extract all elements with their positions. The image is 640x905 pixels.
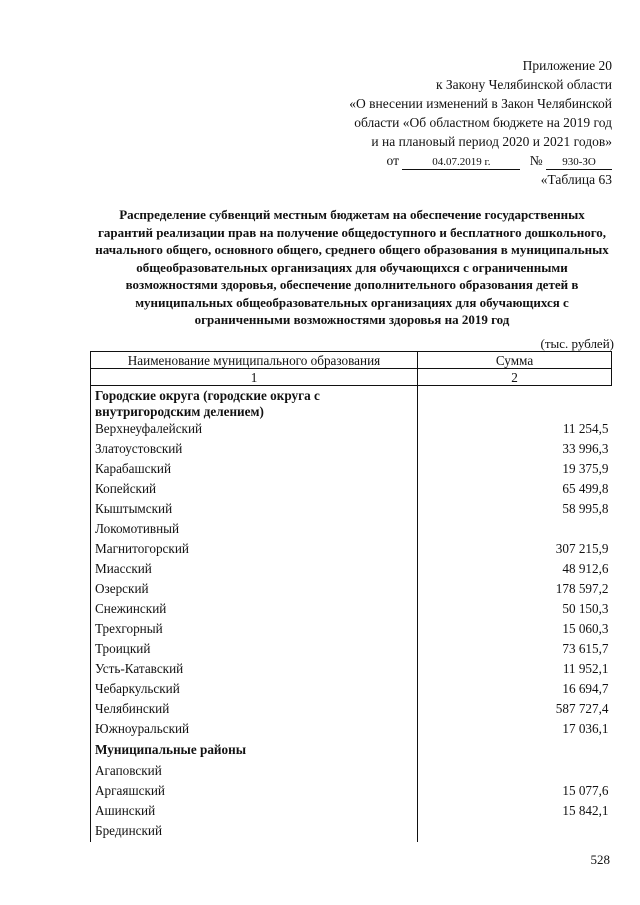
units-label: (тыс. рублей) [540, 336, 614, 351]
municipality-name: Златоустовский [91, 440, 418, 460]
municipality-name: Южноуральский [91, 720, 418, 740]
amount-value: 15 842,1 [562, 803, 609, 818]
municipality-name: Снежинский [91, 600, 418, 620]
from-label: от [386, 153, 399, 168]
municipality-name: Челябинский [91, 700, 418, 720]
table-row [91, 660, 612, 680]
amount-value: 19 375,9 [562, 461, 609, 476]
amount-value: 307 215,9 [555, 541, 609, 556]
table-label: «Таблица 63 [540, 172, 612, 187]
amount-value: 11 952,1 [562, 661, 609, 676]
municipality-name: Троицкий [91, 640, 418, 660]
amount-value: 15 060,3 [562, 621, 609, 636]
table-row [91, 540, 612, 560]
amount-value: 50 150,3 [562, 601, 609, 616]
table-group-row [91, 386, 612, 421]
municipality-name: Брединский [91, 822, 418, 842]
municipality-name: Копейский [91, 480, 418, 500]
municipality-name: Верхнеуфалейский [91, 420, 418, 440]
municipality-name: Магнитогорский [91, 540, 418, 560]
municipality-name: Миасский [91, 560, 418, 580]
municipality-name: Кыштымский [91, 500, 418, 520]
column-header-name: Наименование муниципального образования [91, 352, 418, 369]
amount-value: 11 254,5 [562, 421, 609, 436]
amount-value: 178 597,2 [555, 581, 609, 596]
municipality-name: Карабашский [91, 460, 418, 480]
table-group-row [91, 740, 612, 762]
municipality-name: Городские округа (городские округа с внутригородским делением) [91, 386, 418, 421]
amount-value [418, 520, 612, 540]
amount-value [418, 740, 612, 762]
municipality-name: Агаповский [91, 762, 418, 782]
table-column-number-row [91, 369, 612, 386]
column-number-1: 1 [91, 369, 418, 386]
amount-value: 587 727,4 [555, 701, 609, 716]
table-row [91, 520, 612, 540]
appendix-line: Приложение 20 [522, 58, 612, 73]
table-row [91, 460, 612, 480]
date-value: 04.07.2019 г. [402, 155, 520, 170]
municipality-name: Ашинский [91, 802, 418, 822]
amount-value: 73 615,7 [562, 641, 609, 656]
table-row [91, 762, 612, 782]
municipality-name: Муниципальные районы [91, 740, 418, 762]
amount-value: 33 996,3 [562, 441, 609, 456]
appendix-header [349, 56, 612, 170]
table-row [91, 580, 612, 600]
amount-value: 15 077,6 [562, 783, 609, 798]
subsidy-table [90, 351, 612, 842]
amount-value: 16 694,7 [562, 681, 609, 696]
table-row [91, 640, 612, 660]
table-header-row [91, 352, 612, 369]
column-header-sum: Сумма [418, 352, 612, 369]
amount-value: 48 912,6 [562, 561, 609, 576]
table-row [91, 720, 612, 740]
amount-value: 58 995,8 [562, 501, 609, 516]
amount-value: 65 499,8 [562, 481, 609, 496]
law-title-line: области «Об областном бюджете на 2019 год [354, 115, 612, 130]
amount-value: 17 036,1 [562, 721, 609, 736]
municipality-name: Локомотивный [91, 520, 418, 540]
document-title: Распределение субвенций местным бюджетам на обеспечение государственных гарантий реализации прав на получение общедоступного и бесплатного дошкольного, начального общего, основного общего, среднего общего образования в муниципальных общеобразовательных организациях для обучающихся с ограниченными возможностями здоровья, обеспечение дополнительного образования детей в муниципальных общеобразовательных организациях для обучающихся с ограниченными возможностями здоровья на 2019 год [95, 207, 609, 327]
column-number-2: 2 [418, 369, 612, 386]
table-row [91, 600, 612, 620]
number-label: № [529, 153, 543, 168]
table-row [91, 440, 612, 460]
number-value: 930-ЗО [546, 155, 612, 170]
table-row [91, 420, 612, 440]
municipality-name: Чебаркульский [91, 680, 418, 700]
date-number-line [349, 151, 612, 170]
municipality-name: Трехгорный [91, 620, 418, 640]
table-row [91, 782, 612, 802]
table-row [91, 560, 612, 580]
table-row [91, 620, 612, 640]
table-row [91, 822, 612, 842]
table-row [91, 680, 612, 700]
municipality-name: Аргаяшский [91, 782, 418, 802]
page-number: 528 [590, 852, 610, 867]
law-title-line: «О внесении изменений в Закон Челябинской [349, 96, 612, 111]
amount-value [418, 386, 612, 421]
table-row [91, 802, 612, 822]
law-title-line: и на плановый период 2020 и 2021 годов» [371, 134, 612, 149]
table-row [91, 500, 612, 520]
law-reference-line: к Закону Челябинской области [435, 77, 612, 92]
table-row [91, 480, 612, 500]
amount-value [418, 762, 612, 782]
municipality-name: Озерский [91, 580, 418, 600]
municipality-name: Усть-Катавский [91, 660, 418, 680]
amount-value [418, 822, 612, 842]
table-row [91, 700, 612, 720]
